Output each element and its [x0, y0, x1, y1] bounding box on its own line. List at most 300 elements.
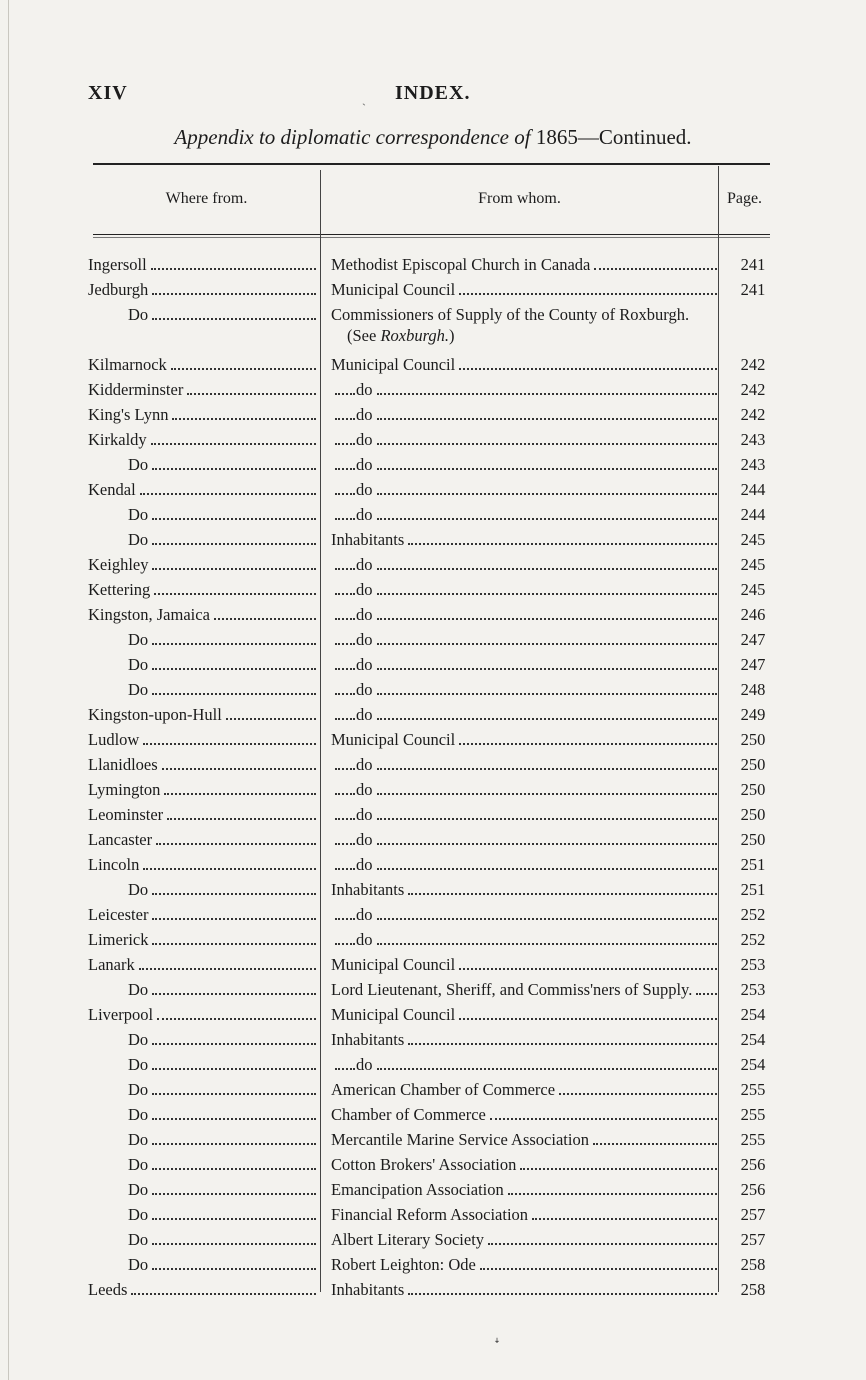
from-whom-cell: [356, 550, 719, 575]
leader-dots: [152, 1117, 316, 1120]
table-row: [0, 650, 866, 675]
leader-dots: [171, 367, 316, 370]
table-row: [0, 625, 866, 650]
table-row: [0, 1225, 866, 1250]
leader-dots: [459, 367, 717, 370]
where-from-text: Do: [128, 1105, 149, 1124]
from-whom-text: Municipal Council: [331, 280, 456, 299]
ink-speck-footer: ꜜ: [494, 1338, 500, 1352]
where-from-text: Keighley: [88, 555, 149, 574]
subtitle-continued: —Continued.: [577, 125, 692, 149]
leader-dots: [508, 1192, 717, 1195]
where-from-cell: [88, 800, 318, 825]
where-from-cell: [88, 250, 318, 275]
from-whom-text: Financial Reform Association: [331, 1205, 529, 1224]
where-from-text: Lincoln: [88, 855, 140, 874]
leader-dots: [154, 592, 316, 595]
where-from-text: Do: [128, 880, 149, 899]
leader-dots: [335, 1067, 355, 1070]
table-row: [0, 875, 866, 900]
where-from-text: Kingston-upon-Hull: [88, 705, 222, 724]
leader-dots: [335, 717, 355, 720]
page-number-cell: 254: [740, 1030, 766, 1049]
leader-dots: [164, 792, 316, 795]
leader-dots: [152, 642, 316, 645]
from-whom-text: do: [356, 655, 373, 674]
where-from-cell: [128, 1025, 318, 1050]
from-whom-text: Inhabitants: [331, 1030, 405, 1049]
note-suffix: ): [449, 326, 455, 345]
leader-dots: [408, 1292, 717, 1295]
page-number-cell: 250: [740, 805, 766, 824]
from-whom-text: do: [356, 905, 373, 924]
where-from-text: Leicester: [88, 905, 149, 924]
table-top-rule: [93, 163, 770, 165]
from-whom-text: Methodist Episcopal Church in Canada: [331, 255, 591, 274]
cross-reference-note: [347, 326, 455, 346]
where-from-cell: [88, 600, 318, 625]
where-from-cell: [128, 300, 318, 325]
page-number-cell: 256: [740, 1155, 766, 1174]
page-number-cell: 246: [740, 605, 766, 624]
page-number-cell: 243: [740, 430, 766, 449]
where-from-cell: [88, 775, 318, 800]
leader-dots: [559, 1092, 717, 1095]
from-whom-cell: [356, 800, 719, 825]
where-from-text: Ludlow: [88, 730, 140, 749]
leader-dots: [459, 292, 717, 295]
table-row: [0, 1000, 866, 1025]
from-whom-cell: [331, 1175, 719, 1200]
where-from-text: Lancaster: [88, 830, 153, 849]
leader-dots: [152, 317, 316, 320]
leader-dots: [594, 267, 717, 270]
leader-dots: [152, 467, 316, 470]
page-number-cell: 241: [740, 255, 766, 274]
page-number-cell: 247: [740, 655, 766, 674]
where-from-cell: [128, 1250, 318, 1275]
where-from-text: Do: [128, 1230, 149, 1249]
table-row: [0, 1125, 866, 1150]
where-from-text: King's Lynn: [88, 405, 169, 424]
table-row: [0, 550, 866, 575]
from-whom-text: Municipal Council: [331, 955, 456, 974]
from-whom-cell: [331, 1250, 719, 1275]
table-row: [0, 1200, 866, 1225]
page-number-cell: 245: [740, 555, 766, 574]
column-header-where-from: Where from.: [165, 190, 248, 207]
leader-dots: [157, 1017, 316, 1020]
leader-dots: [488, 1242, 717, 1245]
page-number-cell: 257: [740, 1230, 766, 1249]
table-row: [0, 825, 866, 850]
where-from-text: Do: [128, 1030, 149, 1049]
where-from-text: Do: [128, 1130, 149, 1149]
from-whom-text: do: [356, 455, 373, 474]
leader-dots: [377, 842, 718, 845]
where-from-text: Limerick: [88, 930, 149, 949]
table-row: [0, 575, 866, 600]
where-from-cell: [88, 475, 318, 500]
table-row: [0, 250, 866, 275]
from-whom-text: do: [356, 1055, 373, 1074]
where-from-text: Jedburgh: [88, 280, 149, 299]
from-whom-text: do: [356, 755, 373, 774]
where-from-cell: [88, 575, 318, 600]
leader-dots: [143, 742, 316, 745]
from-whom-cell: [356, 375, 719, 400]
from-whom-cell: [331, 725, 719, 750]
from-whom-cell: [356, 500, 719, 525]
page-number-cell: 241: [740, 280, 766, 299]
leader-dots: [696, 992, 717, 995]
from-whom-text: Mercantile Marine Service Association: [331, 1130, 589, 1149]
leader-dots: [335, 517, 355, 520]
leader-dots: [335, 392, 355, 395]
from-whom-cell: [356, 850, 719, 875]
page-number-cell: 242: [740, 405, 766, 424]
where-from-cell: [128, 1200, 318, 1225]
where-from-text: Kilmarnock: [88, 355, 167, 374]
column-header-from-whom: From whom.: [478, 190, 561, 207]
page-number-cell: 242: [740, 380, 766, 399]
table-row: [0, 500, 866, 525]
where-from-text: Do: [128, 680, 149, 699]
from-whom-text: do: [356, 430, 373, 449]
where-from-text: Do: [128, 1080, 149, 1099]
from-whom-text: Inhabitants: [331, 530, 405, 549]
leader-dots: [377, 692, 718, 695]
leader-dots: [335, 592, 355, 595]
leader-dots: [152, 667, 316, 670]
table-row: [0, 300, 866, 325]
leader-dots: [151, 442, 316, 445]
leader-dots: [377, 917, 718, 920]
page-number-cell: 252: [740, 905, 766, 924]
where-from-cell: [88, 750, 318, 775]
leader-dots: [151, 267, 316, 270]
where-from-cell: [88, 425, 318, 450]
where-from-cell: [128, 1050, 318, 1075]
from-whom-text: do: [356, 830, 373, 849]
where-from-text: Leeds: [88, 1280, 128, 1299]
where-from-cell: [128, 500, 318, 525]
page-number-cell: 245: [740, 580, 766, 599]
table-row: [0, 1050, 866, 1075]
leader-dots: [377, 867, 718, 870]
leader-dots: [143, 867, 316, 870]
header-bottom-rule: [93, 234, 770, 235]
from-whom-cell: [356, 575, 719, 600]
leader-dots: [377, 517, 718, 520]
page-number-cell: 247: [740, 630, 766, 649]
where-from-cell: [88, 1000, 318, 1025]
table-row: [0, 1100, 866, 1125]
page-number-cell: 251: [740, 880, 766, 899]
where-from-cell: [88, 950, 318, 975]
where-from-cell: [88, 825, 318, 850]
page-number-cell: 250: [740, 830, 766, 849]
leader-dots: [152, 1042, 316, 1045]
table-row: [0, 950, 866, 975]
leader-dots: [408, 892, 717, 895]
from-whom-text: Emancipation Association: [331, 1180, 504, 1199]
where-from-cell: [128, 650, 318, 675]
leader-dots: [377, 392, 718, 395]
where-from-cell: [88, 400, 318, 425]
from-whom-text: do: [356, 605, 373, 624]
leader-dots: [152, 517, 316, 520]
section-subtitle: [0, 125, 866, 150]
from-whom-text: do: [356, 930, 373, 949]
leader-dots: [152, 1217, 316, 1220]
page-number-cell: 244: [740, 505, 766, 524]
leader-dots: [226, 717, 316, 720]
header-bottom-rule-2: [93, 237, 770, 238]
table-row: [0, 1175, 866, 1200]
table-row: [0, 375, 866, 400]
from-whom-cell: [331, 250, 719, 275]
table-row: [0, 675, 866, 700]
from-whom-cell: [356, 600, 719, 625]
where-from-text: Do: [128, 655, 149, 674]
leader-dots: [335, 667, 355, 670]
leader-dots: [152, 1142, 316, 1145]
where-from-text: Do: [128, 455, 149, 474]
from-whom-cell: [356, 400, 719, 425]
where-from-cell: [88, 550, 318, 575]
table-row: [0, 450, 866, 475]
from-whom-cell: [331, 1125, 719, 1150]
where-from-cell: [128, 975, 318, 1000]
where-from-cell: [128, 1225, 318, 1250]
where-from-text: Do: [128, 305, 149, 324]
from-whom-cell: [356, 775, 719, 800]
where-from-text: Do: [128, 980, 149, 999]
table-row: [0, 275, 866, 300]
leader-dots: [152, 917, 316, 920]
page-number-cell: [728, 300, 778, 325]
page-number-cell: 250: [740, 730, 766, 749]
where-from-cell: [128, 1150, 318, 1175]
leader-dots: [377, 417, 718, 420]
leader-dots: [152, 942, 316, 945]
leader-dots: [162, 767, 316, 770]
where-from-cell: [88, 700, 318, 725]
from-whom-text: Inhabitants: [331, 880, 405, 899]
leader-dots: [377, 817, 718, 820]
from-whom-cell: [331, 1025, 719, 1050]
where-from-cell: [128, 1075, 318, 1100]
leader-dots: [459, 967, 717, 970]
from-whom-text: American Chamber of Commerce: [331, 1080, 556, 1099]
where-from-text: Llanidloes: [88, 755, 158, 774]
from-whom-cell: [356, 900, 719, 925]
leader-dots: [152, 692, 316, 695]
leader-dots: [377, 1067, 718, 1070]
from-whom-text: Albert Literary Society: [331, 1230, 485, 1249]
note-prefix: (See: [347, 326, 381, 345]
table-row: [0, 525, 866, 550]
from-whom-cell: [331, 350, 719, 375]
leader-dots: [214, 617, 316, 620]
leader-dots: [335, 442, 355, 445]
page-number-cell: 242: [740, 355, 766, 374]
leader-dots: [152, 1192, 316, 1195]
leader-dots: [377, 642, 718, 645]
page-number-cell: 258: [740, 1255, 766, 1274]
leader-dots: [335, 417, 355, 420]
page-number-cell: 252: [740, 930, 766, 949]
subtitle-italic: Appendix to diplomatic correspondence of: [174, 125, 531, 149]
leader-dots: [152, 542, 316, 545]
leader-dots: [377, 467, 718, 470]
from-whom-text: do: [356, 805, 373, 824]
leader-dots: [377, 617, 718, 620]
leader-dots: [152, 1242, 316, 1245]
from-whom-text: Chamber of Commerce: [331, 1105, 486, 1124]
from-whom-cell: [356, 425, 719, 450]
where-from-cell: [128, 1125, 318, 1150]
leader-dots: [335, 692, 355, 695]
leader-dots: [408, 1042, 717, 1045]
leader-dots: [335, 492, 355, 495]
table-row: [0, 700, 866, 725]
where-from-text: Do: [128, 1180, 149, 1199]
from-whom-cell: [331, 1075, 719, 1100]
where-from-cell: [128, 675, 318, 700]
table-row: [0, 600, 866, 625]
where-from-text: Leominster: [88, 805, 164, 824]
from-whom-cell: [331, 1225, 719, 1250]
where-from-text: Lymington: [88, 780, 161, 799]
leader-dots: [532, 1217, 717, 1220]
from-whom-text: Cotton Brokers' Association: [331, 1155, 517, 1174]
from-whom-cell: [331, 275, 719, 300]
from-whom-text: do: [356, 380, 373, 399]
table-row: [0, 1250, 866, 1275]
from-whom-text: Commissioners of Supply of the County of Roxburgh.: [331, 305, 690, 324]
leader-dots: [377, 942, 718, 945]
table-row: [0, 400, 866, 425]
page-number-cell: 249: [740, 705, 766, 724]
note-reference: Roxburgh.: [380, 326, 450, 345]
table-row: [0, 1275, 866, 1300]
leader-dots: [408, 542, 717, 545]
from-whom-text: Municipal Council: [331, 1005, 456, 1024]
leader-dots: [459, 1017, 717, 1020]
from-whom-cell: [331, 300, 719, 325]
where-from-cell: [128, 1100, 318, 1125]
from-whom-text: Inhabitants: [331, 1280, 405, 1299]
leader-dots: [335, 792, 355, 795]
page-number-cell: 243: [740, 455, 766, 474]
from-whom-cell: [356, 700, 719, 725]
where-from-cell: [88, 925, 318, 950]
leader-dots: [152, 567, 316, 570]
from-whom-text: do: [356, 555, 373, 574]
table-row: [0, 975, 866, 1000]
leader-dots: [152, 992, 316, 995]
leader-dots: [377, 442, 718, 445]
leader-dots: [377, 792, 718, 795]
where-from-text: Kidderminster: [88, 380, 184, 399]
where-from-cell: [128, 875, 318, 900]
table-row: [0, 750, 866, 775]
where-from-cell: [88, 725, 318, 750]
from-whom-text: do: [356, 855, 373, 874]
from-whom-cell: [356, 925, 719, 950]
from-whom-text: do: [356, 705, 373, 724]
leader-dots: [335, 767, 355, 770]
table-row: [0, 850, 866, 875]
page-number-cell: 253: [740, 980, 766, 999]
from-whom-cell: [331, 1200, 719, 1225]
from-whom-cell: [356, 675, 719, 700]
from-whom-text: Municipal Council: [331, 730, 456, 749]
from-whom-cell: [331, 975, 719, 1000]
leader-dots: [167, 817, 316, 820]
from-whom-text: do: [356, 680, 373, 699]
from-whom-cell: [331, 1100, 719, 1125]
page-number-cell: 245: [740, 530, 766, 549]
leader-dots: [152, 1267, 316, 1270]
leader-dots: [139, 967, 316, 970]
where-from-cell: [88, 350, 318, 375]
table-row: [0, 1025, 866, 1050]
leader-dots: [459, 742, 717, 745]
where-from-cell: [128, 450, 318, 475]
leader-dots: [152, 1092, 316, 1095]
page-number-cell: 255: [740, 1105, 766, 1124]
leader-dots: [335, 617, 355, 620]
from-whom-text: Robert Leighton: Ode: [331, 1255, 476, 1274]
from-whom-cell: [356, 650, 719, 675]
from-whom-text: do: [356, 505, 373, 524]
leader-dots: [377, 567, 718, 570]
table-row: [0, 1150, 866, 1175]
from-whom-cell: [356, 475, 719, 500]
leader-dots: [520, 1167, 717, 1170]
leader-dots: [152, 1067, 316, 1070]
page-number-cell: 255: [740, 1080, 766, 1099]
leader-dots: [335, 817, 355, 820]
where-from-text: Kirkaldy: [88, 430, 147, 449]
where-from-cell: [128, 525, 318, 550]
page-number-cell: 254: [740, 1055, 766, 1074]
table-row: [0, 725, 866, 750]
where-from-text: Do: [128, 1155, 149, 1174]
from-whom-cell: [331, 875, 719, 900]
where-from-cell: [128, 1175, 318, 1200]
where-from-text: Do: [128, 630, 149, 649]
subtitle-year: 1865: [535, 125, 578, 149]
from-whom-cell: [331, 1275, 719, 1300]
leader-dots: [377, 667, 718, 670]
leader-dots: [335, 842, 355, 845]
leader-dots: [152, 892, 316, 895]
leader-dots: [335, 917, 355, 920]
leader-dots: [335, 467, 355, 470]
where-from-cell: [88, 900, 318, 925]
leader-dots: [156, 842, 316, 845]
where-from-cell: [88, 850, 318, 875]
page-number-cell: 244: [740, 480, 766, 499]
leader-dots: [335, 567, 355, 570]
column-header-page: Page.: [726, 190, 763, 207]
page-number-cell: 255: [740, 1130, 766, 1149]
leader-dots: [335, 642, 355, 645]
